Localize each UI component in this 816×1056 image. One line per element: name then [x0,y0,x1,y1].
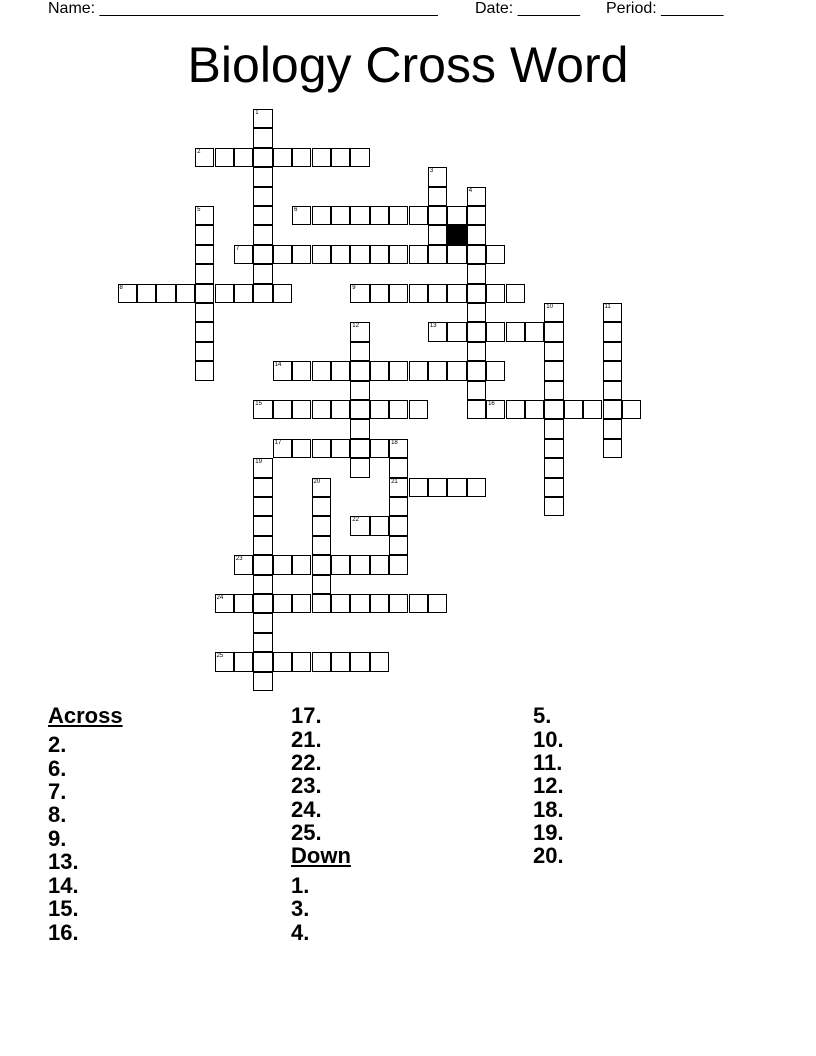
crossword-cell[interactable] [467,342,486,361]
crossword-cell[interactable] [312,245,331,264]
crossword-cell[interactable] [215,594,234,613]
cell-number: 3 [429,168,434,175]
crossword-cell[interactable] [389,284,408,303]
clue-number: 16. [48,920,79,945]
cell-number: 4 [468,187,473,194]
crossword-cell[interactable] [234,284,253,303]
crossword-cell[interactable] [215,148,234,167]
crossword-cell[interactable] [370,245,389,264]
crossword-cell[interactable] [350,284,369,303]
crossword-cell[interactable] [428,594,447,613]
crossword-cell[interactable] [195,303,214,322]
crossword-cell[interactable] [370,594,389,613]
clue-number: 8. [48,802,67,827]
crossword-cell[interactable] [486,322,505,341]
crossword-cell[interactable] [428,322,447,341]
crossword-cell[interactable] [467,361,486,380]
crossword-cell[interactable] [312,516,331,535]
crossword-cell[interactable] [544,439,563,458]
crossword-cell[interactable] [253,225,272,244]
crossword-cell[interactable] [389,361,408,380]
crossword-cell[interactable] [195,284,214,303]
crossword-cell[interactable] [467,206,486,225]
crossword-cell[interactable] [273,400,292,419]
crossword-cell[interactable] [253,284,272,303]
crossword-cell[interactable] [603,361,622,380]
crossword-cell[interactable] [292,400,311,419]
crossword-cell[interactable] [389,536,408,555]
clue-number: 20. [533,843,564,868]
crossword-cell[interactable] [447,322,466,341]
cell-number: 25 [216,653,224,660]
crossword-cell[interactable] [447,478,466,497]
crossword-cell[interactable] [544,497,563,516]
cell-number: 22 [352,517,359,524]
crossword-cell[interactable] [350,594,369,613]
crossword-cell[interactable] [292,439,311,458]
crossword-cell[interactable] [195,342,214,361]
crossword-cell[interactable] [467,245,486,264]
crossword-cell[interactable] [544,361,563,380]
cell-number: 15 [255,401,262,407]
crossword-cell[interactable] [467,225,486,244]
crossword-cell[interactable] [253,264,272,283]
crossword-cell[interactable] [292,555,311,574]
crossword-cell[interactable] [486,400,505,419]
crossword-cell[interactable] [428,478,447,497]
crossword-cell[interactable] [428,245,447,264]
crossword-cell[interactable] [467,284,486,303]
clue-number: 9. [48,826,67,851]
crossword-cell[interactable] [137,284,156,303]
crossword-cell[interactable] [409,478,428,497]
crossword-cell[interactable] [350,439,369,458]
crossword-cell[interactable] [253,187,272,206]
crossword-cell[interactable] [544,322,563,341]
crossword-cell[interactable] [544,458,563,477]
crossword-cell[interactable] [331,594,350,613]
crossword-cell[interactable] [389,594,408,613]
crossword-cell[interactable] [195,361,214,380]
crossword-cell[interactable] [253,458,272,477]
crossword-cell[interactable] [506,322,525,341]
crossword-cell[interactable] [273,361,292,380]
crossword-cell[interactable] [350,342,369,361]
cell-number: 17 [274,439,282,446]
crossword-cell[interactable] [544,419,563,438]
crossword-cell[interactable] [312,400,331,419]
crossword-cell[interactable] [312,148,331,167]
crossword-cell[interactable] [544,303,563,322]
crossword-cell[interactable] [195,206,214,225]
cell-number: 12 [352,323,359,330]
crossword-cell[interactable] [428,187,447,206]
clue-number: 2. [48,732,67,757]
crossword-cell[interactable] [350,148,369,167]
clue-number: 1. [291,873,310,898]
clue-number: 22. [291,750,322,775]
crossword-cell[interactable] [583,400,602,419]
crossword-cell[interactable] [370,284,389,303]
crossword-cell[interactable] [312,206,331,225]
crossword-cell[interactable] [603,439,622,458]
cell-number: 7 [235,245,240,252]
crossword-cell[interactable] [253,478,272,497]
crossword-cell[interactable] [428,206,447,225]
crossword-cell[interactable] [370,400,389,419]
crossword-cell[interactable] [389,400,408,419]
crossword-cell[interactable] [253,497,272,516]
crossword-cell[interactable] [486,361,505,380]
crossword-cell[interactable] [234,555,253,574]
crossword-cell[interactable] [273,148,292,167]
crossword-cell[interactable] [253,613,272,632]
crossword-cell[interactable] [603,419,622,438]
crossword-cell[interactable] [331,555,350,574]
crossword-cell[interactable] [273,652,292,671]
crossword-cell[interactable] [253,594,272,613]
cell-number: 18 [391,439,398,446]
crossword-cell[interactable] [253,516,272,535]
crossword-cell[interactable] [350,516,369,535]
crossword-cell[interactable] [195,264,214,283]
crossword-cell[interactable] [253,245,272,264]
clue-number: 13. [48,849,79,874]
name-field-label: Name: ______________________________________ [48,0,438,17]
crossword-cell[interactable] [389,497,408,516]
crossword-cell[interactable] [331,245,350,264]
crossword-cell[interactable] [312,575,331,594]
crossword-cell[interactable] [544,342,563,361]
crossword-cell[interactable] [331,361,350,380]
clue-number: 10. [533,727,564,752]
crossword-cell[interactable] [603,342,622,361]
cell-number: 11 [604,304,611,310]
cell-number: 13 [429,323,437,330]
crossword-cell[interactable] [409,245,428,264]
clue-number: 11. [533,750,563,775]
crossword-cell[interactable] [544,478,563,497]
crossword-cell[interactable] [389,478,408,497]
cell-number: 24 [216,595,224,601]
crossword-cell[interactable] [312,478,331,497]
across-heading: Across [48,703,123,728]
crossword-cell[interactable] [409,206,428,225]
cell-number: 8 [119,284,123,291]
crossword-cell[interactable] [603,322,622,341]
crossword-cell[interactable] [312,594,331,613]
crossword-cell[interactable] [253,206,272,225]
crossword-cell[interactable] [273,284,292,303]
crossword-cell[interactable] [273,439,292,458]
clue-number: 14. [48,873,79,898]
crossword-cell[interactable] [273,555,292,574]
crossword-cell[interactable] [467,322,486,341]
crossword-cell[interactable] [467,187,486,206]
crossword-cell[interactable] [350,206,369,225]
cell-number: 10 [546,304,553,310]
crossword-cell[interactable] [486,245,505,264]
cell-number: 20 [313,478,321,485]
clue-number: 23. [291,773,322,798]
clue-number: 6. [48,756,67,781]
crossword-cell[interactable] [389,516,408,535]
crossword-cell[interactable] [428,361,447,380]
down-heading: Down [291,843,351,868]
crossword-cell[interactable] [253,167,272,186]
crossword-cell[interactable] [389,245,408,264]
crossword-cell[interactable] [467,381,486,400]
crossword-cell[interactable] [389,458,408,477]
period-field-label: Period: _______ [606,0,724,17]
crossword-cell[interactable] [544,381,563,400]
crossword-cell[interactable] [195,225,214,244]
crossword-cell[interactable] [603,400,622,419]
crossword-cell[interactable] [409,400,428,419]
crossword-black-cell [447,225,466,244]
crossword-cell[interactable] [176,284,195,303]
crossword-cell[interactable] [506,284,525,303]
clue-number: 18. [533,797,564,822]
clue-number: 7. [48,779,67,804]
crossword-cell[interactable] [350,400,369,419]
crossword-cell[interactable] [467,478,486,497]
crossword-cell[interactable] [486,284,505,303]
crossword-cell[interactable] [331,652,350,671]
crossword-cell[interactable] [195,322,214,341]
crossword-cell[interactable] [506,400,525,419]
cell-number: 9 [352,284,356,291]
crossword-cell[interactable] [253,633,272,652]
crossword-cell[interactable] [312,497,331,516]
crossword-cell[interactable] [331,439,350,458]
crossword-cell[interactable] [350,245,369,264]
crossword-cell[interactable] [273,245,292,264]
crossword-cell[interactable] [253,148,272,167]
cell-number: 2 [197,148,201,155]
crossword-cell[interactable] [447,361,466,380]
crossword-cell[interactable] [428,284,447,303]
crossword-cell[interactable] [350,458,369,477]
crossword-cell[interactable] [467,264,486,283]
crossword-cell[interactable] [292,245,311,264]
crossword-cell[interactable] [370,439,389,458]
crossword-cell[interactable] [195,148,214,167]
crossword-cell[interactable] [389,206,408,225]
cell-number: 21 [391,478,398,485]
crossword-cell[interactable] [253,672,272,691]
crossword-cell[interactable] [253,128,272,147]
crossword-cell[interactable] [118,284,137,303]
crossword-cell[interactable] [370,206,389,225]
clue-number: 19. [533,820,564,845]
crossword-cell[interactable] [273,594,292,613]
crossword-cell[interactable] [292,594,311,613]
clue-number: 17. [291,703,322,728]
crossword-cell[interactable] [370,361,389,380]
crossword-cell[interactable] [331,148,350,167]
crossword-cell[interactable] [409,361,428,380]
crossword-cell[interactable] [350,361,369,380]
cell-number: 5 [197,207,201,213]
clue-number: 24. [291,797,322,822]
crossword-cell[interactable] [428,225,447,244]
crossword-cell[interactable] [409,284,428,303]
crossword-cell[interactable] [292,361,311,380]
clue-number: 5. [533,703,552,728]
crossword-cell[interactable] [409,594,428,613]
crossword-cell[interactable] [292,652,311,671]
crossword-cell[interactable] [350,652,369,671]
crossword-cell[interactable] [292,148,311,167]
crossword-cell[interactable] [428,167,447,186]
crossword-cell[interactable] [370,516,389,535]
crossword-cell[interactable] [603,381,622,400]
crossword-cell[interactable] [467,400,486,419]
crossword-cell[interactable] [215,284,234,303]
cell-number: 16 [488,401,495,407]
crossword-cell[interactable] [215,652,234,671]
crossword-cell[interactable] [234,594,253,613]
crossword-cell[interactable] [467,303,486,322]
crossword-cell[interactable] [253,575,272,594]
crossword-cell[interactable] [253,536,272,555]
clue-number: 4. [291,920,310,945]
crossword-cell[interactable] [156,284,175,303]
crossword-cell[interactable] [312,439,331,458]
crossword-cell[interactable] [234,245,253,264]
crossword-cell[interactable] [622,400,641,419]
cell-number: 23 [235,556,243,563]
crossword-cell[interactable] [234,148,253,167]
crossword-cell[interactable] [312,555,331,574]
crossword-cell[interactable] [525,400,544,419]
clue-number: 25. [291,820,322,845]
crossword-cell[interactable] [292,206,311,225]
page-title: Biology Cross Word [187,37,629,93]
clue-number: 3. [291,896,310,921]
crossword-cell[interactable] [447,245,466,264]
crossword-cell[interactable] [603,303,622,322]
clue-number: 15. [48,896,79,921]
crossword-cell[interactable] [389,555,408,574]
crossword-cell[interactable] [253,109,272,128]
crossword-cell[interactable] [350,555,369,574]
crossword-cell[interactable] [370,555,389,574]
crossword-cell[interactable] [312,652,331,671]
crossword-cell[interactable] [350,322,369,341]
cell-number: 6 [294,207,298,213]
crossword-cell[interactable] [525,322,544,341]
clue-number: 12. [533,773,564,798]
crossword-cell[interactable] [253,400,272,419]
crossword-cell[interactable] [312,536,331,555]
crossword-cell[interactable] [253,652,272,671]
crossword-cell[interactable] [370,652,389,671]
crossword-cell[interactable] [312,361,331,380]
crossword-cell[interactable] [195,245,214,264]
crossword-cell[interactable] [350,419,369,438]
clue-number: 21. [291,727,322,752]
crossword-cell[interactable] [389,439,408,458]
cell-number: 19 [255,459,262,466]
crossword-cell[interactable] [447,284,466,303]
crossword-cell[interactable] [564,400,583,419]
date-field-label: Date: _______ [475,0,580,17]
crossword-cell[interactable] [544,400,563,419]
crossword-cell[interactable] [350,381,369,400]
cell-number: 1 [255,110,259,116]
crossword-cell[interactable] [447,206,466,225]
crossword-cell[interactable] [331,206,350,225]
crossword-cell[interactable] [253,555,272,574]
crossword-cell[interactable] [331,400,350,419]
crossword-cell[interactable] [234,652,253,671]
cell-number: 14 [274,362,282,369]
